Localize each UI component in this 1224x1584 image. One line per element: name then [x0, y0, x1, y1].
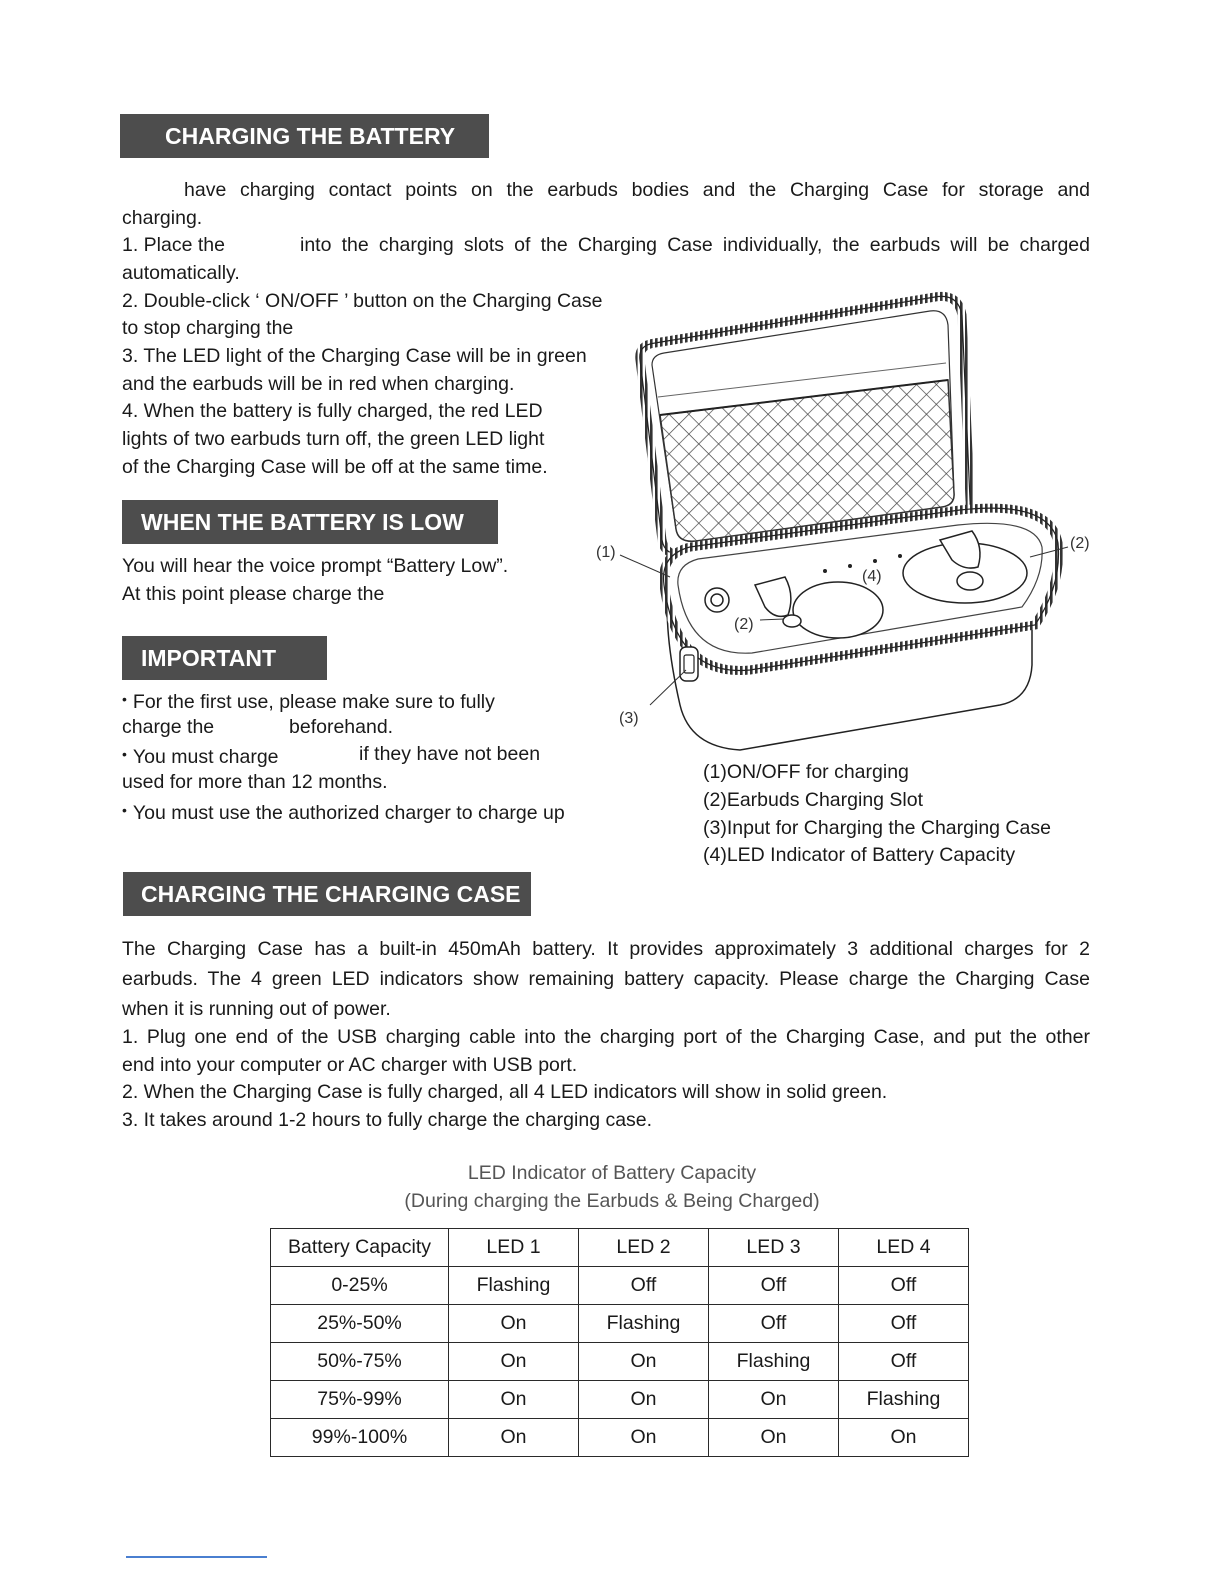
table-cell: 25%-50% — [271, 1305, 449, 1343]
table-cell: On — [579, 1381, 709, 1419]
figure-caption: (4)LED Indicator of Battery Capacity — [703, 844, 1016, 866]
table-cell: On — [579, 1343, 709, 1381]
case-step-line: end into your computer or AC charger with USB port. — [122, 1054, 578, 1076]
figure-caption: (2)Earbuds Charging Slot — [703, 789, 924, 811]
case-paragraph-line: earbuds. The 4 green LED indicators show remaining battery capacity. Please charge the Charging Case — [122, 968, 1090, 990]
table-row — [271, 1419, 969, 1457]
column-header: LED 4 — [839, 1229, 969, 1267]
step-text: 4. When the battery is fully charged, the red LED — [122, 400, 543, 422]
table-cell: Flashing — [449, 1267, 579, 1305]
table-cell: 50%-75% — [271, 1343, 449, 1381]
bullet-icon: • — [122, 746, 127, 762]
bullet-text: For the first use, please make sure to fully — [132, 691, 495, 713]
step-text: 1. Place the — [122, 234, 225, 256]
figure-caption: (3)Input for Charging the Charging Case — [703, 817, 1051, 839]
section-banner-battery-low — [122, 500, 498, 544]
section-title: CHARGING THE BATTERY — [165, 123, 456, 149]
table-cell: Flashing — [709, 1343, 839, 1381]
led-table-subtitle: (During charging the Earbuds & Being Charged) — [404, 1190, 820, 1212]
bullet-text: beforehand. — [289, 716, 394, 738]
callout-1-label: (1) — [596, 544, 616, 561]
bullet-item — [122, 741, 279, 772]
bullet-text: charge the — [122, 716, 215, 738]
bullet-text: if they have not been — [359, 743, 541, 765]
bullet-text: used for more than 12 months. — [122, 771, 388, 793]
table-cell: Off — [579, 1267, 709, 1305]
step-text: 3. The LED light of the Charging Case will be in green — [122, 345, 587, 367]
table-cell: Off — [709, 1305, 839, 1343]
table-row — [271, 1343, 969, 1381]
step-text: into the charging slots of the Charging Case individually, the earbuds will be charged — [300, 234, 1090, 256]
led-capacity-table — [270, 1228, 969, 1457]
table-cell: On — [449, 1419, 579, 1457]
column-header: Battery Capacity — [271, 1229, 449, 1267]
table-row — [271, 1305, 969, 1343]
table-cell: Flashing — [839, 1381, 969, 1419]
table-cell: On — [579, 1419, 709, 1457]
case-paragraph-line: when it is running out of power. — [122, 998, 391, 1020]
table-row — [271, 1381, 969, 1419]
case-step-line: 3. It takes around 1-2 hours to fully charge the charging case. — [122, 1109, 653, 1131]
column-header: LED 1 — [449, 1229, 579, 1267]
bullet-icon: • — [122, 691, 127, 707]
callout-2-label: (2) — [734, 616, 754, 633]
intro-line: charging. — [122, 207, 203, 229]
battery-low-text: At this point please charge the — [122, 583, 385, 605]
step-text: and the earbuds will be in red when charging. — [122, 373, 515, 395]
table-cell: 0-25% — [271, 1267, 449, 1305]
charging-case-illustration — [580, 285, 1100, 760]
table-cell: Off — [839, 1343, 969, 1381]
bullet-icon: • — [122, 802, 127, 818]
step-text: lights of two earbuds turn off, the green LED light — [122, 428, 545, 450]
table-cell: On — [449, 1381, 579, 1419]
section-banner-charging-case — [123, 872, 531, 916]
table-cell: 99%-100% — [271, 1419, 449, 1457]
section-title: IMPORTANT — [141, 645, 277, 671]
battery-low-text: You will hear the voice prompt “Battery Low”. — [122, 555, 509, 577]
table-cell: Off — [839, 1305, 969, 1343]
step-text: to stop charging the — [122, 317, 294, 339]
case-paragraph-line: The Charging Case has a built-in 450mAh battery. It provides approximately 3 additional charges for 2 — [122, 938, 1090, 960]
case-step-line: 2. When the Charging Case is fully charged, all 4 LED indicators will show in solid green. — [122, 1081, 888, 1103]
table-cell: 75%-99% — [271, 1381, 449, 1419]
table-cell: Off — [839, 1267, 969, 1305]
section-title: CHARGING THE CHARGING CASE — [141, 881, 521, 907]
step-text: of the Charging Case will be off at the same time. — [122, 456, 548, 478]
table-cell: On — [709, 1381, 839, 1419]
step-text: 2. Double-click ‘ ON/OFF ’ button on the Charging Case — [122, 290, 603, 312]
table-cell: On — [449, 1343, 579, 1381]
callout-3-label: (3) — [619, 710, 639, 727]
case-base — [664, 508, 1059, 750]
bullet-item — [122, 797, 565, 828]
table-cell: Off — [709, 1267, 839, 1305]
step-text: automatically. — [122, 262, 240, 284]
section-banner-important — [122, 636, 327, 680]
table-cell: Flashing — [579, 1305, 709, 1343]
column-header: LED 2 — [579, 1229, 709, 1267]
table-cell: On — [839, 1419, 969, 1457]
bullet-text: You must charge — [132, 746, 279, 768]
section-title: WHEN THE BATTERY IS LOW — [141, 509, 464, 535]
footer-divider — [126, 1556, 267, 1558]
bullet-item — [122, 686, 495, 717]
table-cell: On — [709, 1419, 839, 1457]
led-table-title: LED Indicator of Battery Capacity — [467, 1162, 757, 1184]
table-row — [271, 1267, 969, 1305]
column-header: LED 3 — [709, 1229, 839, 1267]
bullet-text: You must use the authorized charger to charge up — [132, 802, 565, 824]
table-cell: On — [449, 1305, 579, 1343]
callout-4-label: (4) — [862, 568, 882, 585]
figure-caption: (1)ON/OFF for charging — [703, 761, 909, 783]
case-step-line: 1. Plug one end of the USB charging cable into the charging port of the Charging Case, and put the other — [122, 1026, 1090, 1048]
section-banner-charging-battery — [120, 114, 489, 158]
intro-line: have charging contact points on the earbuds bodies and the Charging Case for storage and — [184, 179, 1090, 201]
callout-2-label: (2) — [1070, 535, 1090, 552]
table-header-row — [271, 1229, 969, 1267]
